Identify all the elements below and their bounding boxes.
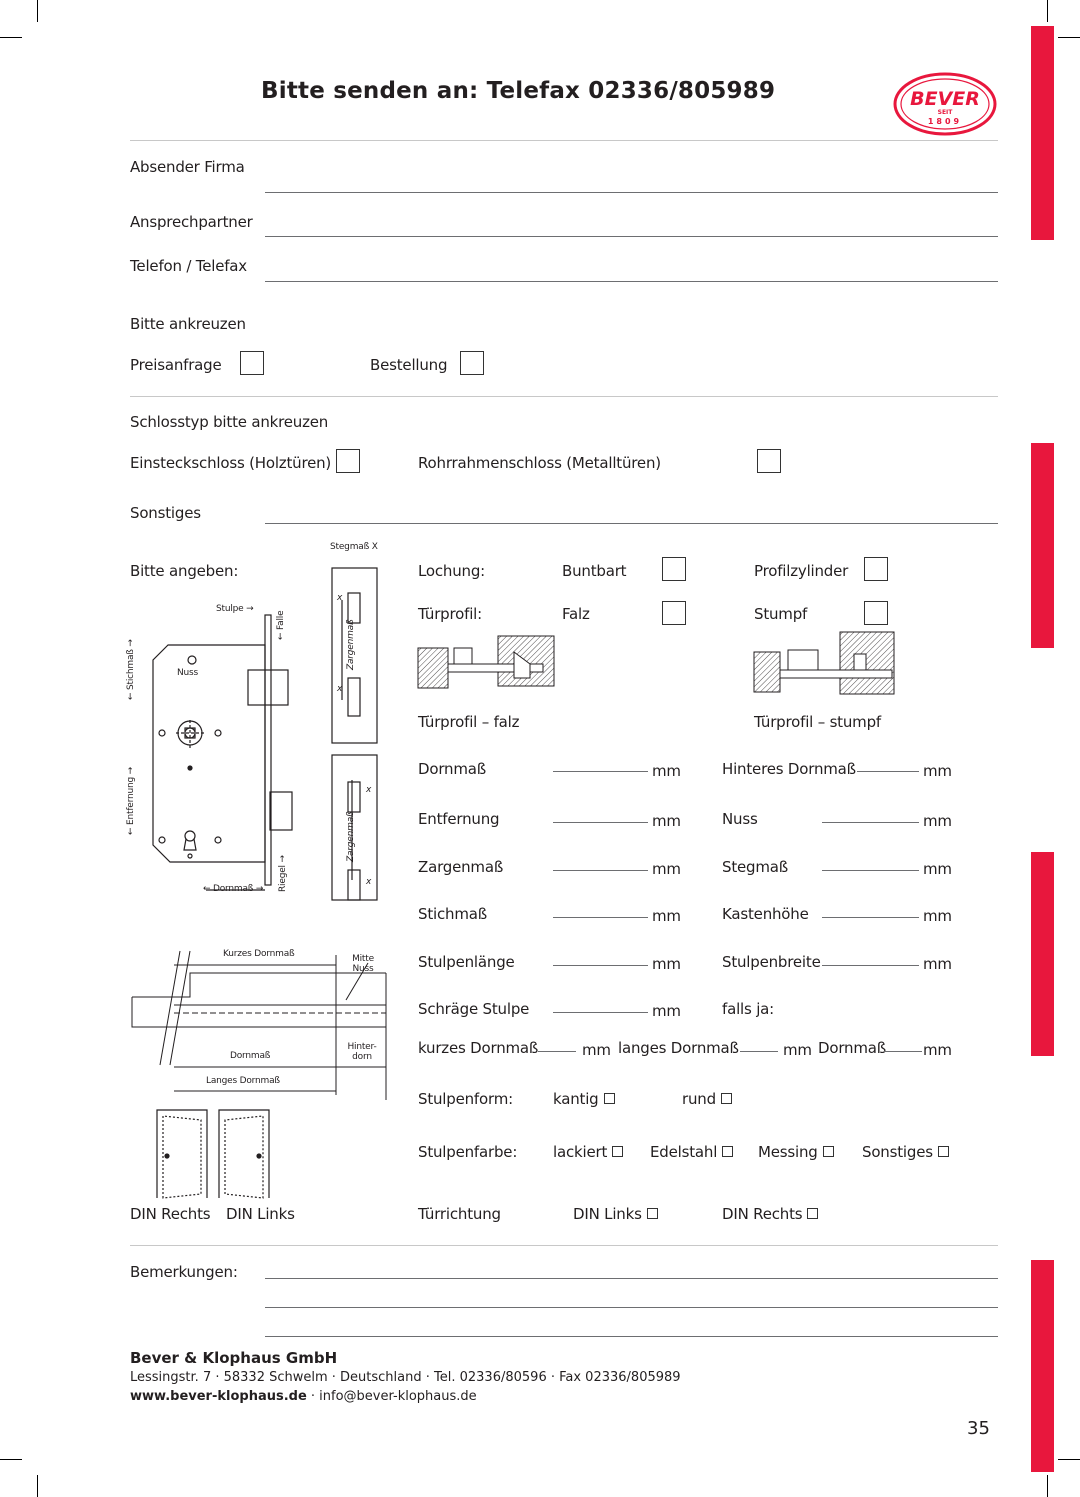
diagram-falle-label: ← Falle	[276, 610, 286, 640]
profile-falz-drawing	[418, 634, 560, 694]
measure-dornmass-field[interactable]	[553, 771, 648, 772]
mm-unit: mm	[783, 1041, 812, 1059]
measure-zargenmass-field[interactable]	[553, 870, 648, 871]
door-left-icon	[217, 1108, 275, 1200]
lackiert-label: lackiert	[553, 1143, 608, 1161]
stulpenform-label: Stulpenform:	[418, 1090, 513, 1108]
edelstahl-checkbox[interactable]	[722, 1146, 733, 1157]
page-title: Bitte senden an: Telefax 02336/805989	[261, 78, 776, 104]
lackiert-option[interactable]	[553, 1143, 623, 1161]
phone-label: Telefon / Telefax	[130, 257, 247, 275]
diagram-zargenmass-label: Zargenmaß	[346, 619, 356, 670]
plan-kurzes-dornmass: Kurzes Dornmaß	[223, 949, 295, 959]
profilzylinder-label: Profilzylinder	[754, 562, 849, 580]
messing-option[interactable]	[758, 1143, 834, 1161]
din-links-label: DIN Links	[573, 1205, 642, 1223]
measure-dornmass-label: Dornmaß	[418, 760, 486, 778]
diagram-dornmass-label: ← Dornmaß →	[203, 884, 264, 894]
kantig-label: kantig	[553, 1090, 599, 1108]
profile-stumpf-caption: Türprofil – stumpf	[754, 713, 881, 731]
din-links-option[interactable]	[573, 1205, 658, 1223]
measure-stegmass-field[interactable]	[822, 870, 919, 871]
sonstiges-option[interactable]	[862, 1143, 949, 1161]
mm-unit: mm	[652, 907, 681, 925]
measure-zargenmass-label: Zargenmaß	[418, 858, 504, 876]
divider	[130, 396, 998, 397]
door-right-icon	[155, 1108, 213, 1200]
diagram-stichmass-label: ← Stichmaß →	[126, 639, 136, 700]
falz-checkbox[interactable]	[662, 601, 686, 625]
remarks-field-2[interactable]	[265, 1307, 998, 1308]
price-inquiry-label: Preisanfrage	[130, 356, 222, 374]
crop-mark	[37, 0, 38, 22]
mm-unit: mm	[582, 1041, 611, 1059]
footer-email[interactable]: · info@bever-klophaus.de	[306, 1389, 477, 1404]
crop-mark	[1047, 0, 1048, 22]
din-rechts-door-label: DIN Rechts	[130, 1205, 211, 1223]
mm-unit: mm	[923, 860, 952, 878]
remarks-field-1[interactable]	[265, 1278, 998, 1279]
logo-year: 1809	[927, 117, 963, 126]
divider	[130, 140, 998, 141]
messing-checkbox[interactable]	[823, 1146, 834, 1157]
plan-dornmass: Dornmaß	[230, 1051, 271, 1061]
plan-mitte-nuss: Mitte Nuss	[352, 954, 374, 974]
crop-mark	[1058, 1459, 1080, 1460]
measure-nuss-label: Nuss	[722, 810, 758, 828]
page-number: 35	[967, 1418, 990, 1439]
measure-stulpenlaenge-field[interactable]	[553, 965, 648, 966]
red-tab	[1031, 26, 1054, 240]
din-links-door-label: DIN Links	[226, 1205, 295, 1223]
din-rechts-label: DIN Rechts	[722, 1205, 803, 1223]
mm-unit: mm	[923, 955, 952, 973]
red-tab	[1031, 852, 1054, 1056]
buntbart-label: Buntbart	[562, 562, 627, 580]
plan-hinterdorn: Hinter- dorn	[347, 1042, 377, 1062]
profile-stumpf-drawing	[754, 630, 896, 700]
contact-field[interactable]	[265, 236, 998, 237]
measure-hinteres-field[interactable]	[857, 771, 919, 772]
footer-web	[130, 1389, 477, 1404]
stumpf-label: Stumpf	[754, 605, 808, 623]
crop-mark	[37, 1475, 38, 1497]
lock-type-heading: Schlosstyp bitte ankreuzen	[130, 413, 329, 431]
crop-mark	[0, 37, 22, 38]
measure-stulpenbreite-field[interactable]	[822, 965, 919, 966]
red-tab	[1031, 443, 1054, 648]
order-checkbox[interactable]	[460, 351, 484, 375]
falls-ja-label: falls ja:	[722, 1000, 775, 1018]
stumpf-checkbox[interactable]	[864, 601, 888, 625]
contact-label: Ansprechpartner	[130, 213, 253, 231]
mortise-checkbox[interactable]	[336, 449, 360, 473]
mm-unit: mm	[923, 812, 952, 830]
mm-unit: mm	[652, 812, 681, 830]
measure-stegmass-label: Stegmaß	[722, 858, 789, 876]
profile-falz-caption: Türprofil – falz	[418, 713, 520, 731]
sonstiges-checkbox[interactable]	[938, 1146, 949, 1157]
company-label: Absender Firma	[130, 158, 245, 176]
measure-nuss-field[interactable]	[822, 822, 919, 823]
measure-kastenhoehe-field[interactable]	[822, 917, 919, 918]
measure-schraege-field[interactable]	[553, 1012, 648, 1013]
diagram-x-mark: x	[337, 684, 343, 694]
logo-since: SEIT	[937, 109, 953, 116]
langes-dornmass-label: langes Dornmaß	[618, 1039, 739, 1057]
din-links-checkbox[interactable]	[647, 1208, 658, 1219]
diagram-zargenmass-label-2: Zargenmaß	[346, 811, 356, 862]
measure-entfernung-field[interactable]	[553, 822, 648, 823]
kurzes-dornmass-field[interactable]	[538, 1051, 576, 1052]
kantig-option[interactable]	[553, 1090, 615, 1108]
din-rechts-option[interactable]	[722, 1205, 818, 1223]
mm-unit: mm	[923, 907, 952, 925]
footer-company: Bever & Klophaus GmbH	[130, 1349, 338, 1367]
mortise-label: Einsteckschloss (Holztüren)	[130, 454, 332, 472]
sonstiges-label: Sonstiges	[862, 1143, 933, 1161]
dornmass-short-field[interactable]	[884, 1051, 922, 1052]
diagram-stulpe-label: Stulpe →	[216, 604, 254, 614]
mm-unit: mm	[923, 1041, 952, 1059]
phone-field[interactable]	[265, 281, 998, 282]
plan-langes-dornmass: Langes Dornmaß	[206, 1076, 280, 1086]
measure-stulpenlaenge-label: Stulpenlänge	[418, 953, 515, 971]
measure-stichmass-field[interactable]	[553, 917, 648, 918]
bever-logo	[893, 72, 997, 136]
diagram-x-mark: x	[366, 785, 372, 795]
tube-frame-checkbox[interactable]	[757, 449, 781, 473]
diagram-x-mark: x	[366, 877, 372, 887]
request-heading: Bitte ankreuzen	[130, 315, 246, 333]
lochung-label: Lochung:	[418, 562, 486, 580]
edelstahl-label: Edelstahl	[650, 1143, 718, 1161]
edelstahl-option[interactable]	[650, 1143, 733, 1161]
measure-hinteres-label: Hinteres Dornmaß	[722, 760, 856, 778]
langes-dornmass-field[interactable]	[740, 1051, 778, 1052]
footer-website-link[interactable]: www.bever-klophaus.de	[130, 1389, 307, 1404]
dornmass-short-label: Dornmaß	[818, 1039, 886, 1057]
rund-label: rund	[682, 1090, 716, 1108]
mm-unit: mm	[652, 955, 681, 973]
mm-unit: mm	[652, 762, 681, 780]
messing-label: Messing	[758, 1143, 818, 1161]
mm-unit: mm	[923, 762, 952, 780]
remarks-field-3[interactable]	[265, 1336, 998, 1337]
crop-mark	[0, 1459, 22, 1460]
rund-option[interactable]	[682, 1090, 732, 1108]
order-label: Bestellung	[370, 356, 448, 374]
crop-mark	[1058, 37, 1080, 38]
red-tab	[1031, 1260, 1054, 1472]
diagram-entfernung-label: ← Entfernung →	[126, 767, 136, 835]
measure-stulpenbreite-label: Stulpenbreite	[722, 953, 821, 971]
mm-unit: mm	[652, 1002, 681, 1020]
falz-label: Falz	[562, 605, 590, 623]
measure-stichmass-label: Stichmaß	[418, 905, 487, 923]
profilzylinder-checkbox[interactable]	[864, 557, 888, 581]
diagram-x-mark: x	[337, 593, 343, 603]
diagram-stegmass-label: Stegmaß X	[330, 542, 378, 552]
footer-address: Lessingstr. 7 · 58332 Schwelm · Deutschland · Tel. 02336/80596 · Fax 02336/805989	[130, 1370, 681, 1385]
specify-label: Bitte angeben:	[130, 562, 239, 580]
kurzes-dornmass-label: kurzes Dornmaß	[418, 1039, 539, 1057]
stulpenfarbe-label: Stulpenfarbe:	[418, 1143, 518, 1161]
price-inquiry-checkbox[interactable]	[240, 351, 264, 375]
mm-unit: mm	[652, 860, 681, 878]
diagram-riegel-label: Riegel →	[278, 855, 288, 892]
tube-frame-label: Rohrrahmenschloss (Metalltüren)	[418, 454, 661, 472]
other-label: Sonstiges	[130, 504, 201, 522]
kantig-checkbox[interactable]	[604, 1093, 615, 1104]
measure-schraege-label: Schräge Stulpe	[418, 1000, 530, 1018]
divider	[130, 1245, 998, 1246]
tuerprofil-label: Türprofil:	[418, 605, 482, 623]
din-rechts-checkbox[interactable]	[807, 1208, 818, 1219]
tuerrichtung-label: Türrichtung	[418, 1205, 501, 1223]
other-field[interactable]	[265, 523, 998, 524]
lackiert-checkbox[interactable]	[612, 1146, 623, 1157]
crop-mark	[1047, 1475, 1048, 1497]
remarks-label: Bemerkungen:	[130, 1263, 238, 1281]
rund-checkbox[interactable]	[721, 1093, 732, 1104]
diagram-nuss-label: Nuss	[177, 668, 199, 678]
logo-brand: BEVER	[910, 88, 980, 110]
company-field[interactable]	[265, 192, 998, 193]
measure-kastenhoehe-label: Kastenhöhe	[722, 905, 809, 923]
buntbart-checkbox[interactable]	[662, 557, 686, 581]
measure-entfernung-label: Entfernung	[418, 810, 500, 828]
